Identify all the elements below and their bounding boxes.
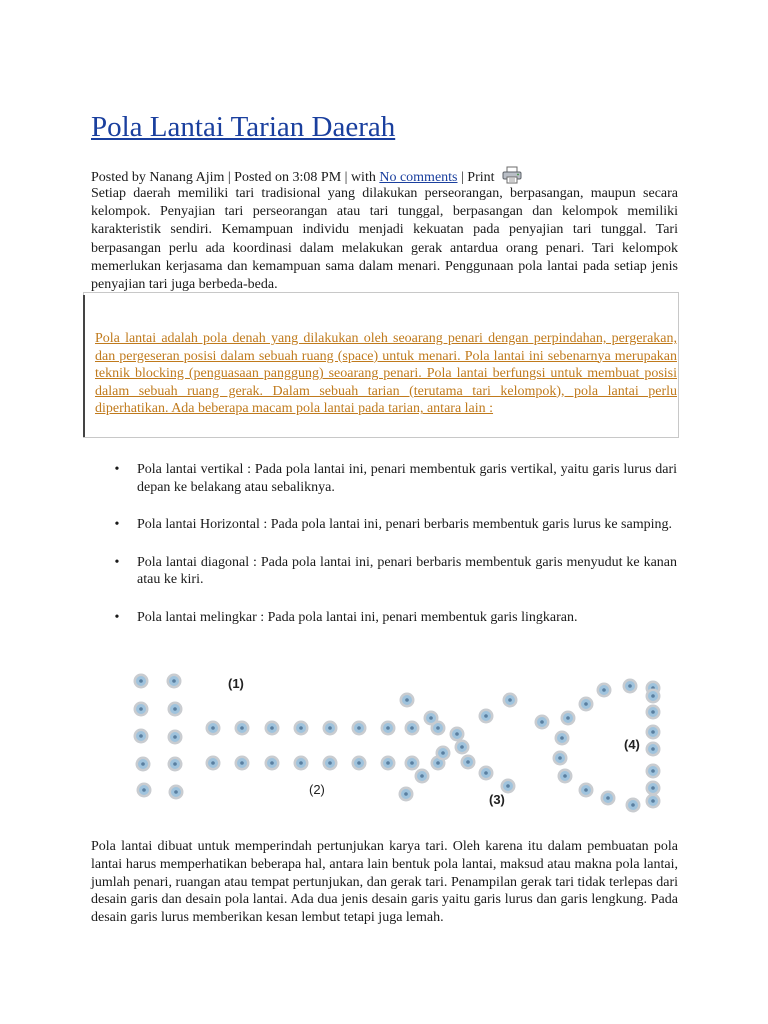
- dancer-dot: [235, 756, 250, 771]
- page-title[interactable]: Pola Lantai Tarian Daerah: [91, 111, 396, 143]
- dancer-dots: [134, 674, 661, 813]
- dancer-dot: [400, 693, 415, 708]
- list-item-text: Pola lantai diagonal : Pada pola lantai ini, penari berbaris membentuk garis menyudut ke kanan atau ke kiri.: [137, 554, 677, 587]
- dancer-dot: [623, 679, 638, 694]
- dancer-dot: [206, 756, 221, 771]
- dancer-dot: [455, 740, 470, 755]
- dancer-dot: [206, 721, 221, 736]
- floor-pattern-figure: [131, 668, 661, 828]
- dancer-dot: [405, 756, 420, 771]
- quote-paragraph[interactable]: Pola lantai adalah pola denah yang dilakukan oleh seoarang penari dengan perpindahan, pergerakan, dan pergeseran posisi dalam sebuah ruang (space) untuk menari. Pola lantai ini sebenarnya merupakan teknik blocking (penguasaan panggung) seoarang penari. Pola lantai berfungsi untuk membuat posisi dalam sebuah ruang gerak. Dalam sebuah tarian (terutama tari kelompok), pola lantai perlu diperhatikan. Ada beberapa macam pola lantai pada tarian, antara lain :: [95, 331, 677, 417]
- figure-label-circular: (4): [624, 737, 640, 752]
- dancer-dot: [415, 769, 430, 784]
- dancer-dot: [136, 757, 151, 772]
- dancer-dot: [134, 674, 149, 689]
- list-item: [111, 554, 677, 589]
- list-item: [111, 516, 677, 534]
- dancer-dot: [561, 711, 576, 726]
- dancer-dot: [558, 769, 573, 784]
- dancer-dot: [555, 731, 570, 746]
- list-item: [111, 461, 677, 496]
- bullet-marker: •: [114, 517, 120, 532]
- dancer-dot: [601, 791, 616, 806]
- dancer-dot: [134, 729, 149, 744]
- dancer-dot: [626, 798, 641, 813]
- dancer-dot: [169, 785, 184, 800]
- dancer-dot: [646, 725, 661, 740]
- dancer-dot: [535, 715, 550, 730]
- figure-label-diagonal: (3): [489, 792, 505, 807]
- dancer-dot: [399, 787, 414, 802]
- list-item: [111, 609, 677, 627]
- dancer-dot: [381, 721, 396, 736]
- figure-label-horizontal: (2): [309, 782, 325, 797]
- dancer-dot: [323, 721, 338, 736]
- post-meta-suffix: | Print: [457, 170, 495, 185]
- quote-bar: [83, 295, 85, 437]
- dancer-dot: [294, 756, 309, 771]
- dancer-dot: [168, 757, 183, 772]
- dancer-dot: [323, 756, 338, 771]
- dancer-dot: [553, 751, 568, 766]
- dancer-dot: [265, 721, 280, 736]
- dancer-dot: [134, 702, 149, 717]
- list-item-text: Pola lantai vertikal : Pada pola lantai ini, penari membentuk garis vertikal, yaitu garis lurus dari depan ke belakang atau sebaliknya.: [137, 462, 677, 495]
- dancer-dot: [381, 756, 396, 771]
- dancer-dot: [646, 781, 661, 796]
- dancer-dot: [265, 756, 280, 771]
- dancer-dot: [450, 727, 465, 742]
- dancer-dot: [294, 721, 309, 736]
- dancer-dot: [352, 756, 367, 771]
- dancer-dot: [579, 783, 594, 798]
- list-item-text: Pola lantai Horizontal : Pada pola lantai ini, penari berbaris membentuk garis lurus ke samping.: [137, 517, 672, 532]
- dancer-dot: [352, 721, 367, 736]
- dancer-dot: [479, 709, 494, 724]
- dancer-dot: [424, 711, 439, 726]
- dancer-dot: [235, 721, 250, 736]
- bullet-marker: •: [114, 554, 120, 570]
- dancer-dot: [168, 730, 183, 745]
- closing-paragraph: Pola lantai dibuat untuk memperindah pertunjukan karya tari. Oleh karena itu dalam pembuatan pola lantai harus memperhatikan beberapa hal, antara lain bentuk pola lantai, maksud atau makna pola lantai, jumlah penari, ruangan atau tempat pertunjukan, dan gerak tari. Penampilan gerak tari tidak terlepas dari desain garis dan desain pola lantai. Ada dua jenis desain garis yaitu garis lurus dan garis lengkung. Pada desain garis lurus memberikan kesan lembut tetapi juga lemah.: [91, 839, 678, 926]
- dancer-dot: [579, 697, 594, 712]
- dancer-dot: [646, 705, 661, 720]
- dancer-dot: [461, 755, 476, 770]
- floor-pattern-list: [111, 461, 677, 626]
- post-meta-prefix: Posted by Nanang Ajim | Posted on 3:08 PM | with: [91, 170, 380, 185]
- list-item-text: Pola lantai melingkar : Pada pola lantai ini, penari membentuk garis lingkaran.: [137, 609, 578, 625]
- bullet-marker: •: [114, 462, 120, 477]
- bullet-marker: •: [114, 609, 120, 625]
- dancer-dot: [646, 794, 661, 809]
- dancer-dot: [167, 674, 182, 689]
- intro-paragraph: Setiap daerah memiliki tari tradisional yang dilakukan perseorangan, berpasangan, maupun secara kelompok. Penyajian tari perseorangan atau tari tunggal, berpasangan dan kelompok memiliki karakteristik sendiri. Kemampuan individu menjadi kekuatan pada penyajian tari tunggal. Tari berpasangan perlu ada koordinasi dalam melakukan gerak antardua orang penari. Tari kelompok memerlukan kerjasama dan kemampuan sama dalam menari. Penggunaan pola lantai pada setiap jenis penyajian tari juga berbeda-beda.: [91, 186, 678, 293]
- dancer-dot: [646, 689, 661, 704]
- dancer-dot: [503, 693, 518, 708]
- dancer-dot: [436, 746, 451, 761]
- dancer-dot: [168, 702, 183, 717]
- dancer-dot: [479, 766, 494, 781]
- dancer-dot: [597, 683, 612, 698]
- dancer-dot: [405, 721, 420, 736]
- dancer-dot: [646, 742, 661, 757]
- dancer-dot: [646, 764, 661, 779]
- dancer-dot: [137, 783, 152, 798]
- comments-link[interactable]: No comments: [379, 170, 458, 185]
- figure-label-vertical: (1): [228, 676, 244, 691]
